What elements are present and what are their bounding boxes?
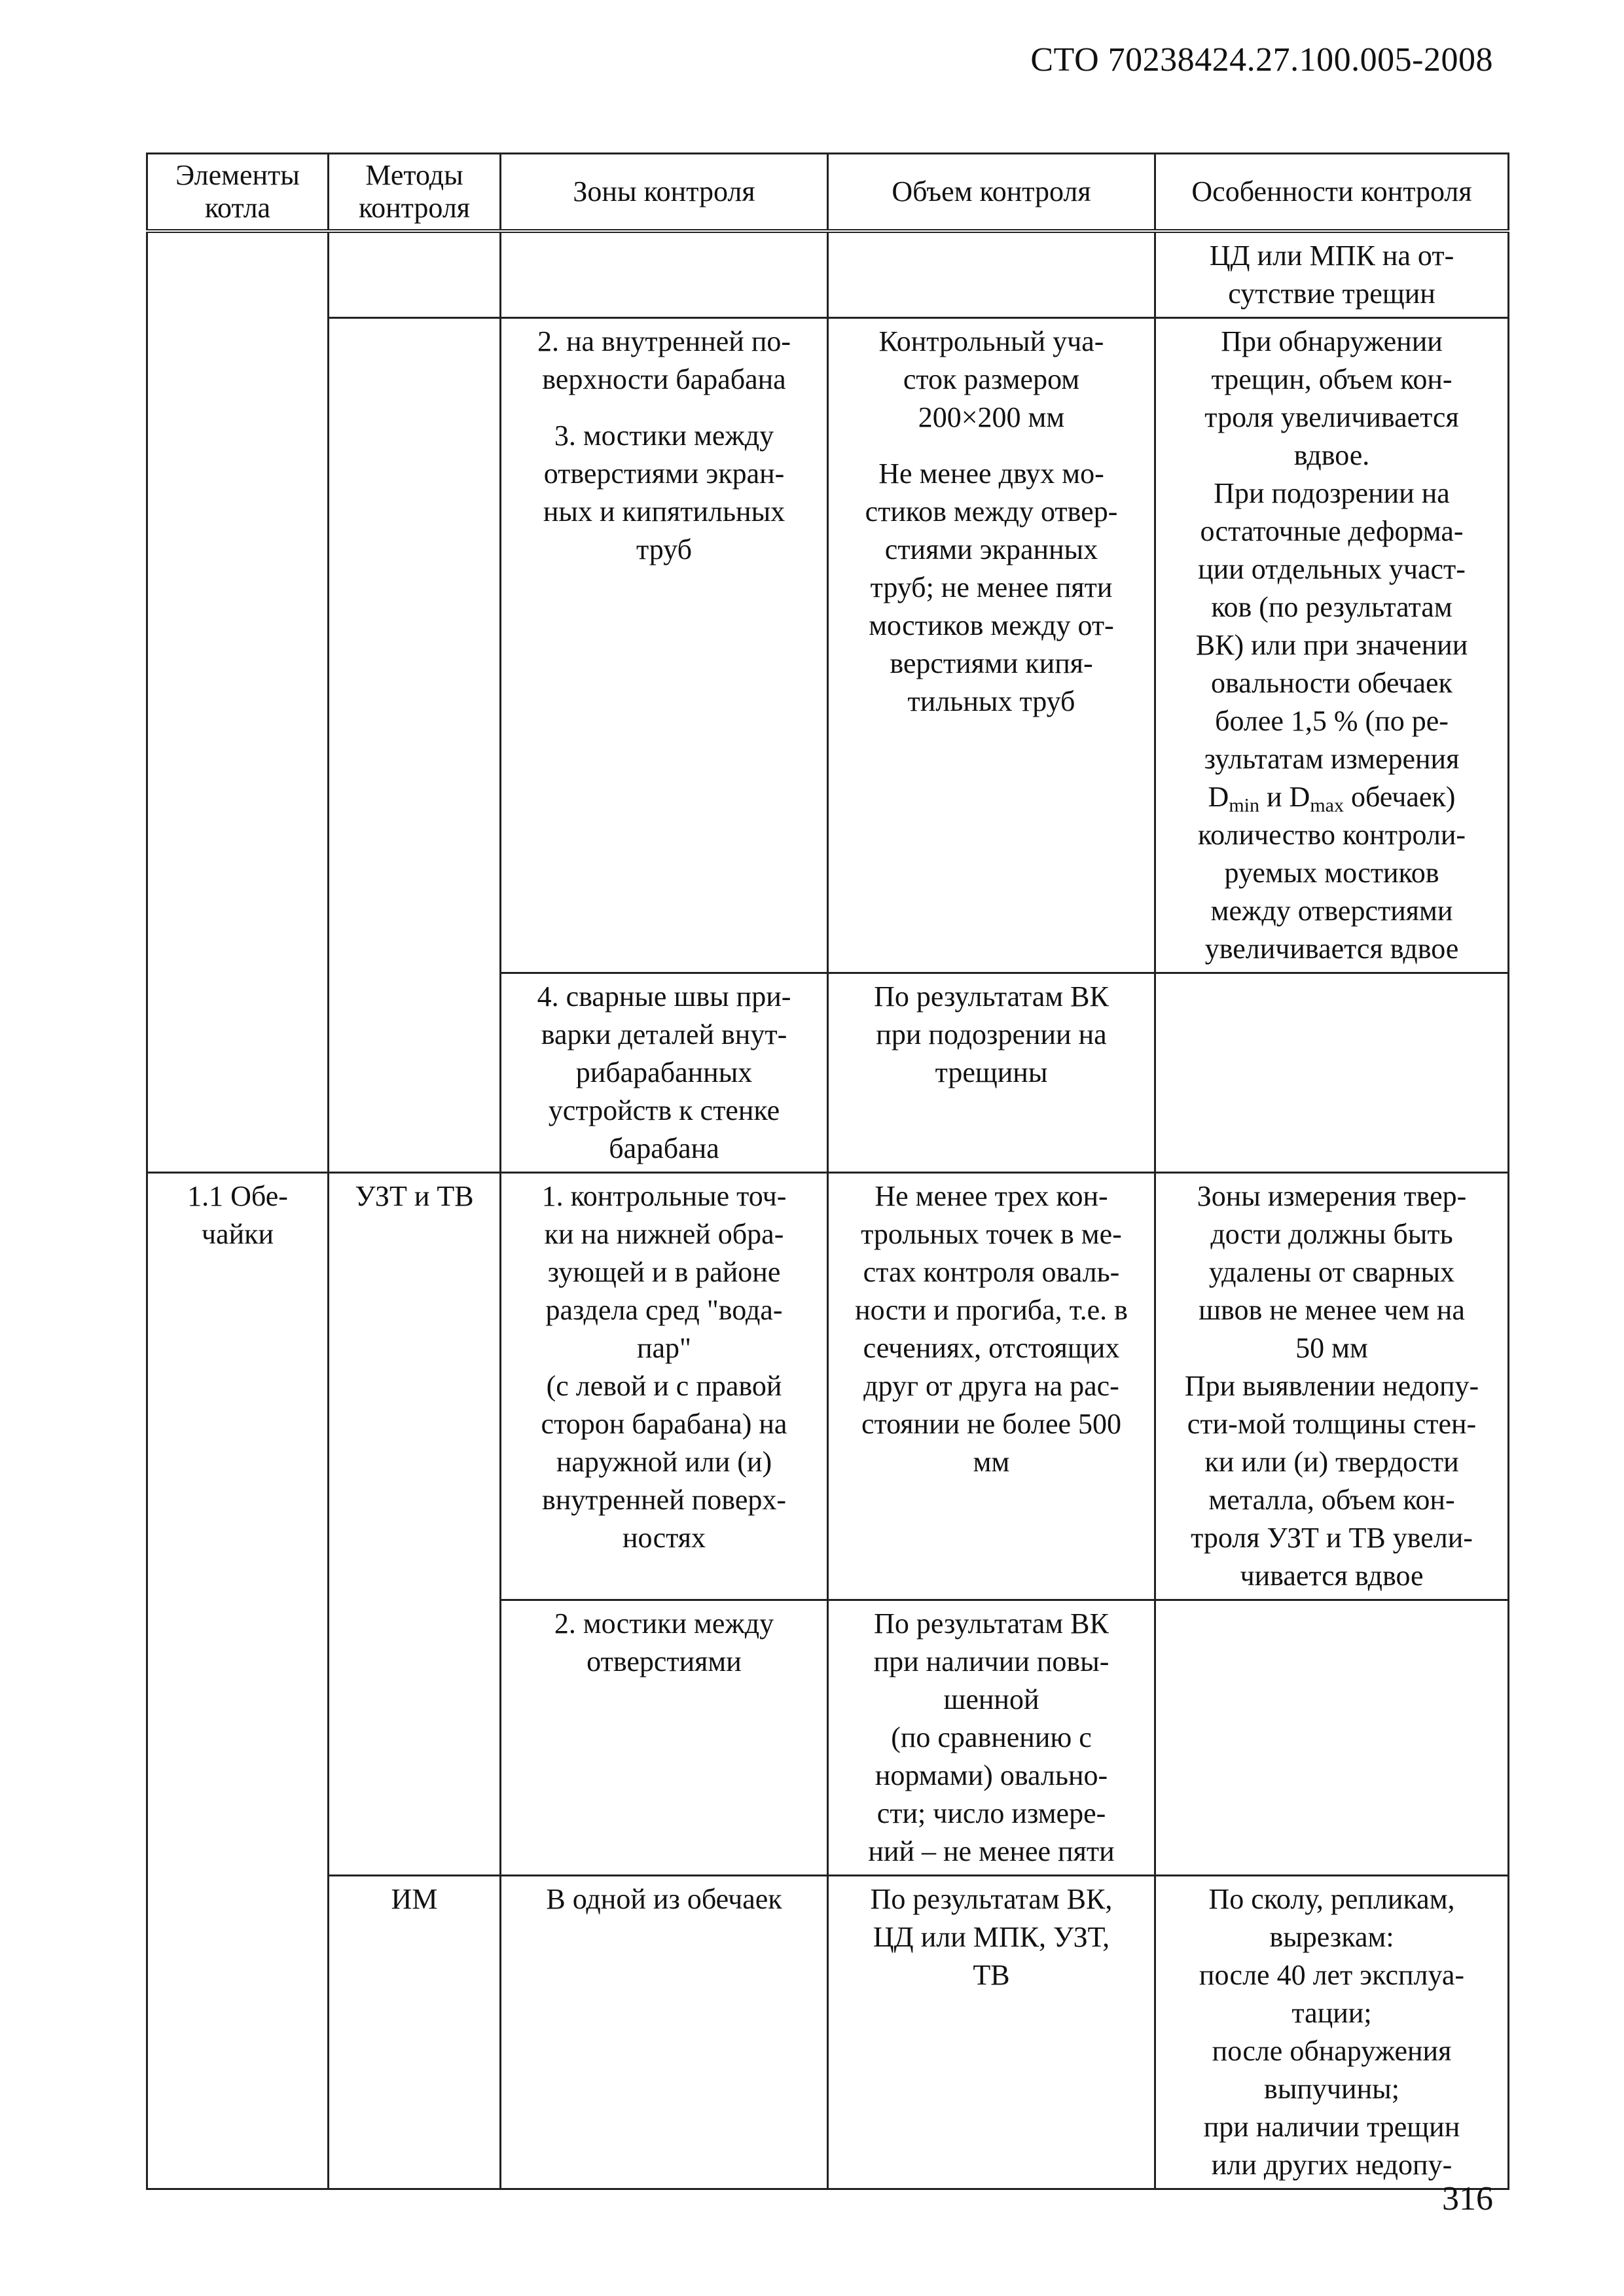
volume-cell: По результатам ВК при подозрении на трещины <box>828 973 1155 1173</box>
volume-cell <box>828 318 1155 973</box>
features-cell: По сколу, репликам, вырезкам: после 40 лет эксплуа- тации; после обнаружения выпучины; при наличии трещин или других недопу- <box>1155 1876 1509 2189</box>
features-text: количество контроли- руемых мостиков между отверстиями увеличивается вдвое <box>1197 819 1466 965</box>
features-cell: Зоны измерения твер- дости должны быть удалены от сварных швов не менее чем на 50 мм При выявлении недопу- сти-мой толщины стен- ки или (и) твердости металла, объем кон- троля УЗТ и ТВ увели- чивается вдвое <box>1155 1173 1509 1600</box>
features-text: и D <box>1259 781 1310 813</box>
col-header-features: Особенности контроля <box>1155 154 1509 232</box>
subscript-max: max <box>1310 795 1344 816</box>
features-text: D <box>1208 781 1229 813</box>
control-table <box>146 152 1509 2190</box>
table-row <box>147 1876 1509 2189</box>
zone-cell: 2. мостики между отверстиями <box>501 1600 828 1876</box>
element-cell-continued <box>147 231 329 1173</box>
method-cell: ИМ <box>329 1876 501 2189</box>
volume-text: Не менее двух мо- стиков между отвер- стиями экранных труб; не менее пяти мостиков между от- верстиями кипя- тильных труб <box>865 457 1118 717</box>
features-cell: ЦД или МПК на от- сутствие трещин <box>1155 231 1509 318</box>
features-cell <box>1155 1600 1509 1876</box>
table-header-row <box>147 154 1509 232</box>
features-cell <box>1155 318 1509 973</box>
method-cell: УЗТ и ТВ <box>329 1173 501 1876</box>
zone-cell: В одной из обечаек <box>501 1876 828 2189</box>
zone-cell: 4. сварные швы при- варки деталей внут- рибарабанных устройств к стенке барабана <box>501 973 828 1173</box>
method-cell <box>329 231 501 318</box>
volume-cell <box>828 231 1155 318</box>
page-number: 316 <box>1442 2180 1493 2217</box>
volume-text: Контрольный уча- сток размером 200×200 мм <box>878 325 1104 433</box>
table-row <box>147 1173 1509 1600</box>
zone-cell <box>501 231 828 318</box>
col-header-zones: Зоны контроля <box>501 154 828 232</box>
col-header-methods: Методы контроля <box>329 154 501 232</box>
element-cell: 1.1 Обе- чайки <box>147 1173 329 2189</box>
zone-text: 2. на внутренней по- верхности барабана <box>537 325 791 395</box>
features-text: При подозрении на остаточные деформа- ции отдельных участ- ков (по результатам ВК) или при значении овальности обечаек более 1,5 % (по ре- зультатам измерения <box>1195 477 1468 775</box>
table-row <box>147 231 1509 318</box>
col-header-volume: Объем контроля <box>828 154 1155 232</box>
features-text: При обнаружении трещин, объем кон- троля увеличивается вдвое. <box>1204 325 1459 471</box>
features-cell <box>1155 973 1509 1173</box>
zone-cell: 1. контрольные точ- ки на нижней обра- зующей и в районе раздела сред "вода- пар" (с левой и с правой сторон барабана) на наружной или (и) внутренней поверх- ностях <box>501 1173 828 1600</box>
volume-cell: По результатам ВК, ЦД или МПК, УЗТ, ТВ <box>828 1876 1155 2189</box>
method-cell <box>329 318 501 1173</box>
features-text: обечаек) <box>1343 781 1456 813</box>
volume-cell: Не менее трех кон- трольных точек в ме- стах контроля оваль- ности и прогиба, т.е. в сечениях, отстоящих друг от друга на рас- стоянии не более 500 мм <box>828 1173 1155 1600</box>
volume-cell: По результатам ВК при наличии повы- шенной (по сравнению с нормами) овально- сти; число измере- ний – не менее пяти <box>828 1600 1155 1876</box>
zone-text: 3. мостики между отверстиями экран- ных и кипятильных труб <box>543 420 785 565</box>
document-code: СТО 70238424.27.100.005-2008 <box>1030 41 1493 79</box>
zone-cell <box>501 318 828 973</box>
col-header-elements: Элементы котла <box>147 154 329 232</box>
table-row <box>147 318 1509 973</box>
subscript-min: min <box>1229 795 1259 816</box>
